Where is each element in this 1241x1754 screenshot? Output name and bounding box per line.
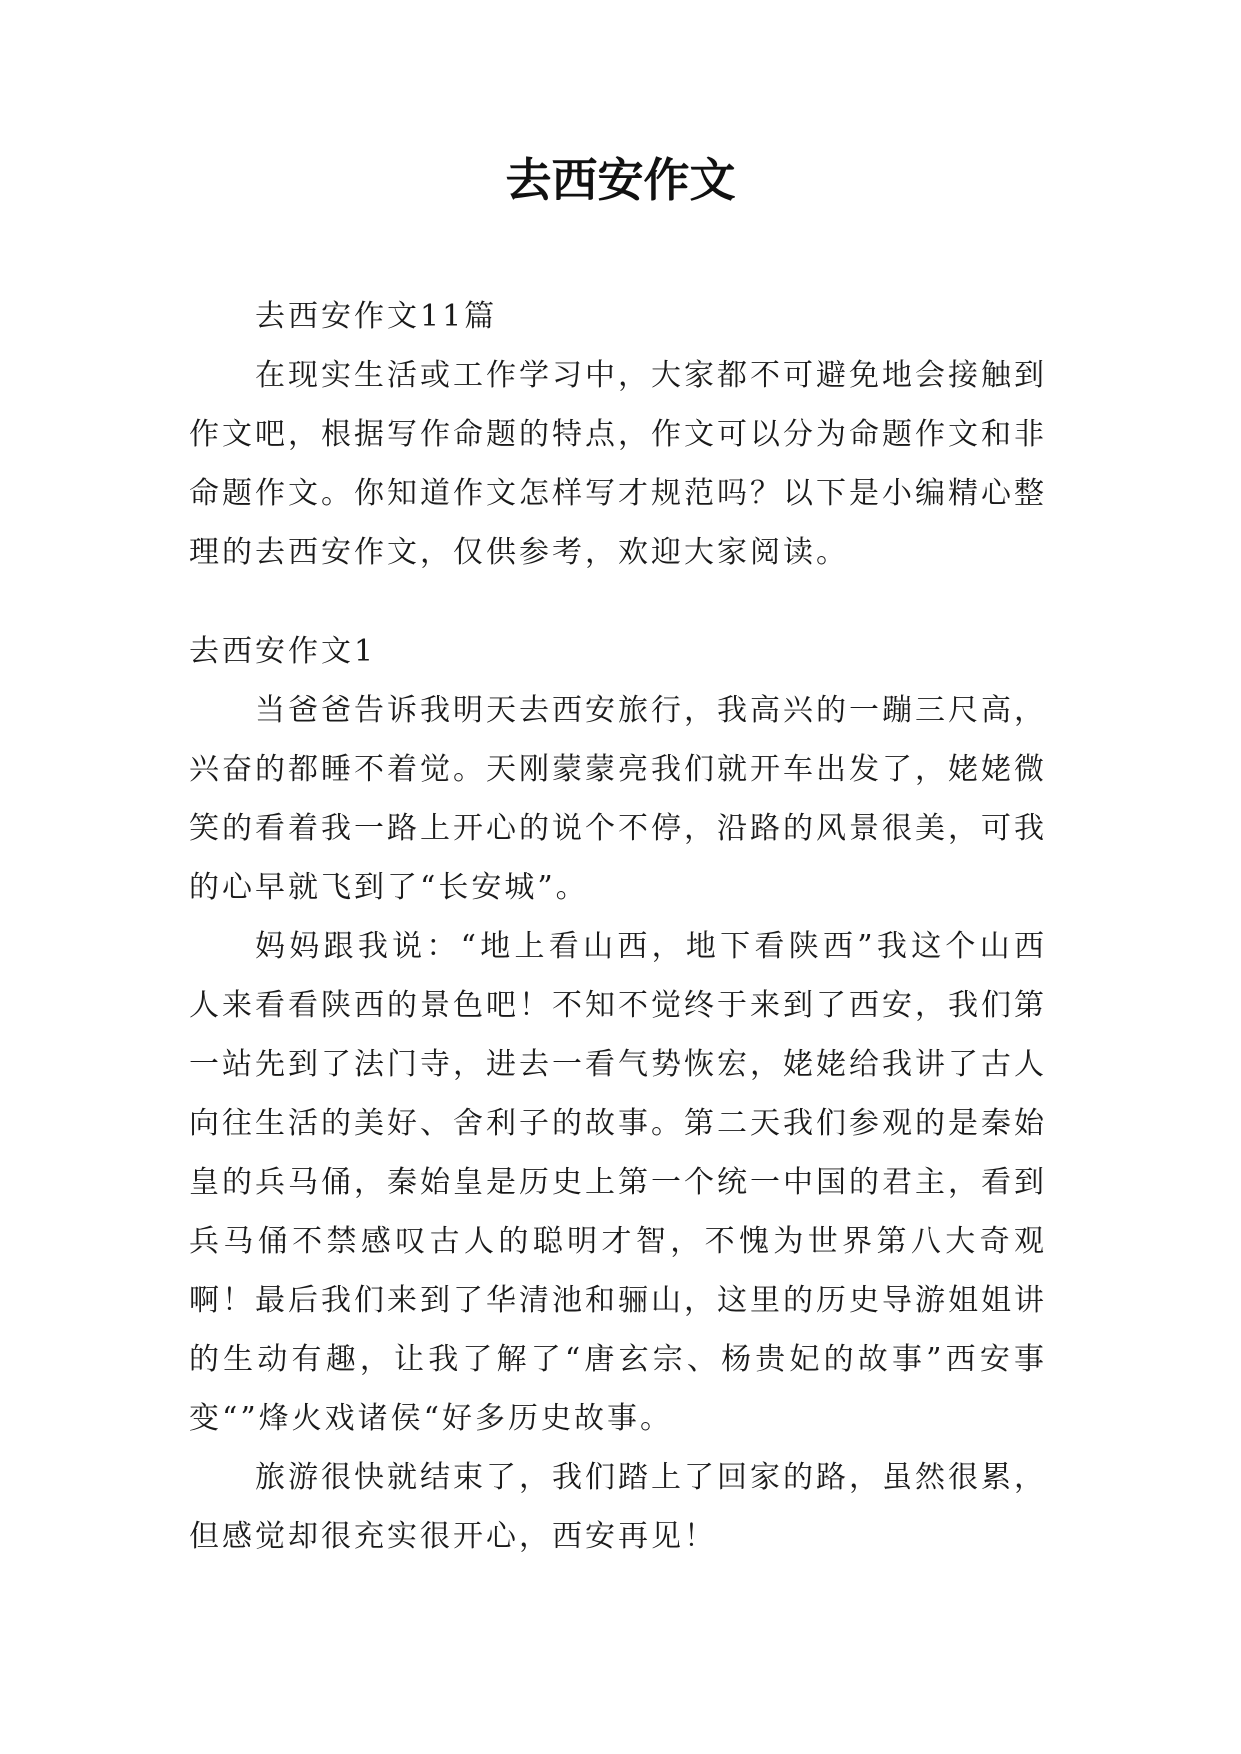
- section-heading: 去西安作文1: [189, 634, 377, 669]
- intro-paragraph: 在现实生活或工作学习中，大家都不可避免地会接触到作文吧，根据写作命题的特点，作文可以分为命题作文和非命题作文。你知道作文怎样写才规范吗？以下是小编精心整理的去西安作文，仅供参考，欢迎大家阅读。: [189, 358, 1047, 570]
- collection-subtitle: 去西安作文11篇: [255, 299, 498, 334]
- section-spacer: [189, 582, 1047, 622]
- essay-section: [189, 622, 1047, 1566]
- essay-paragraph: 妈妈跟我说：“地上看山西，地下看陕西”我这个山西人来看看陕西的景色吧！不知不觉终于来到了西安，我们第一站先到了法门寺，进去一看气势恢宏，姥姥给我讲了古人向往生活的美好、舍利子的故事。第二天我们参观的是秦始皇的兵马俑，秦始皇是历史上第一个统一中国的君主，看到兵马俑不禁感叹古人的聪明才智，不愧为世界第八大奇观啊！最后我们来到了华清池和骊山，这里的历史导游姐姐讲的生动有趣，让我了解了“唐玄宗、杨贵妃的故事”西安事变“”烽火戏诸侯“好多历史故事。: [189, 929, 1047, 1436]
- essay-paragraph: 旅游很快就结束了，我们踏上了回家的路，虽然很累，但感觉却很充实很开心，西安再见！: [189, 1460, 1047, 1554]
- essay-paragraph: 当爸爸告诉我明天去西安旅行，我高兴的一蹦三尺高，兴奋的都睡不着觉。天刚蒙蒙亮我们就开车出发了，姥姥微笑的看着我一路上开心的说个不停，沿路的风景很美，可我的心早就飞到了“长安城”。: [189, 693, 1047, 905]
- document-title: 去西安作文: [505, 153, 736, 207]
- document-body: [189, 287, 1047, 1566]
